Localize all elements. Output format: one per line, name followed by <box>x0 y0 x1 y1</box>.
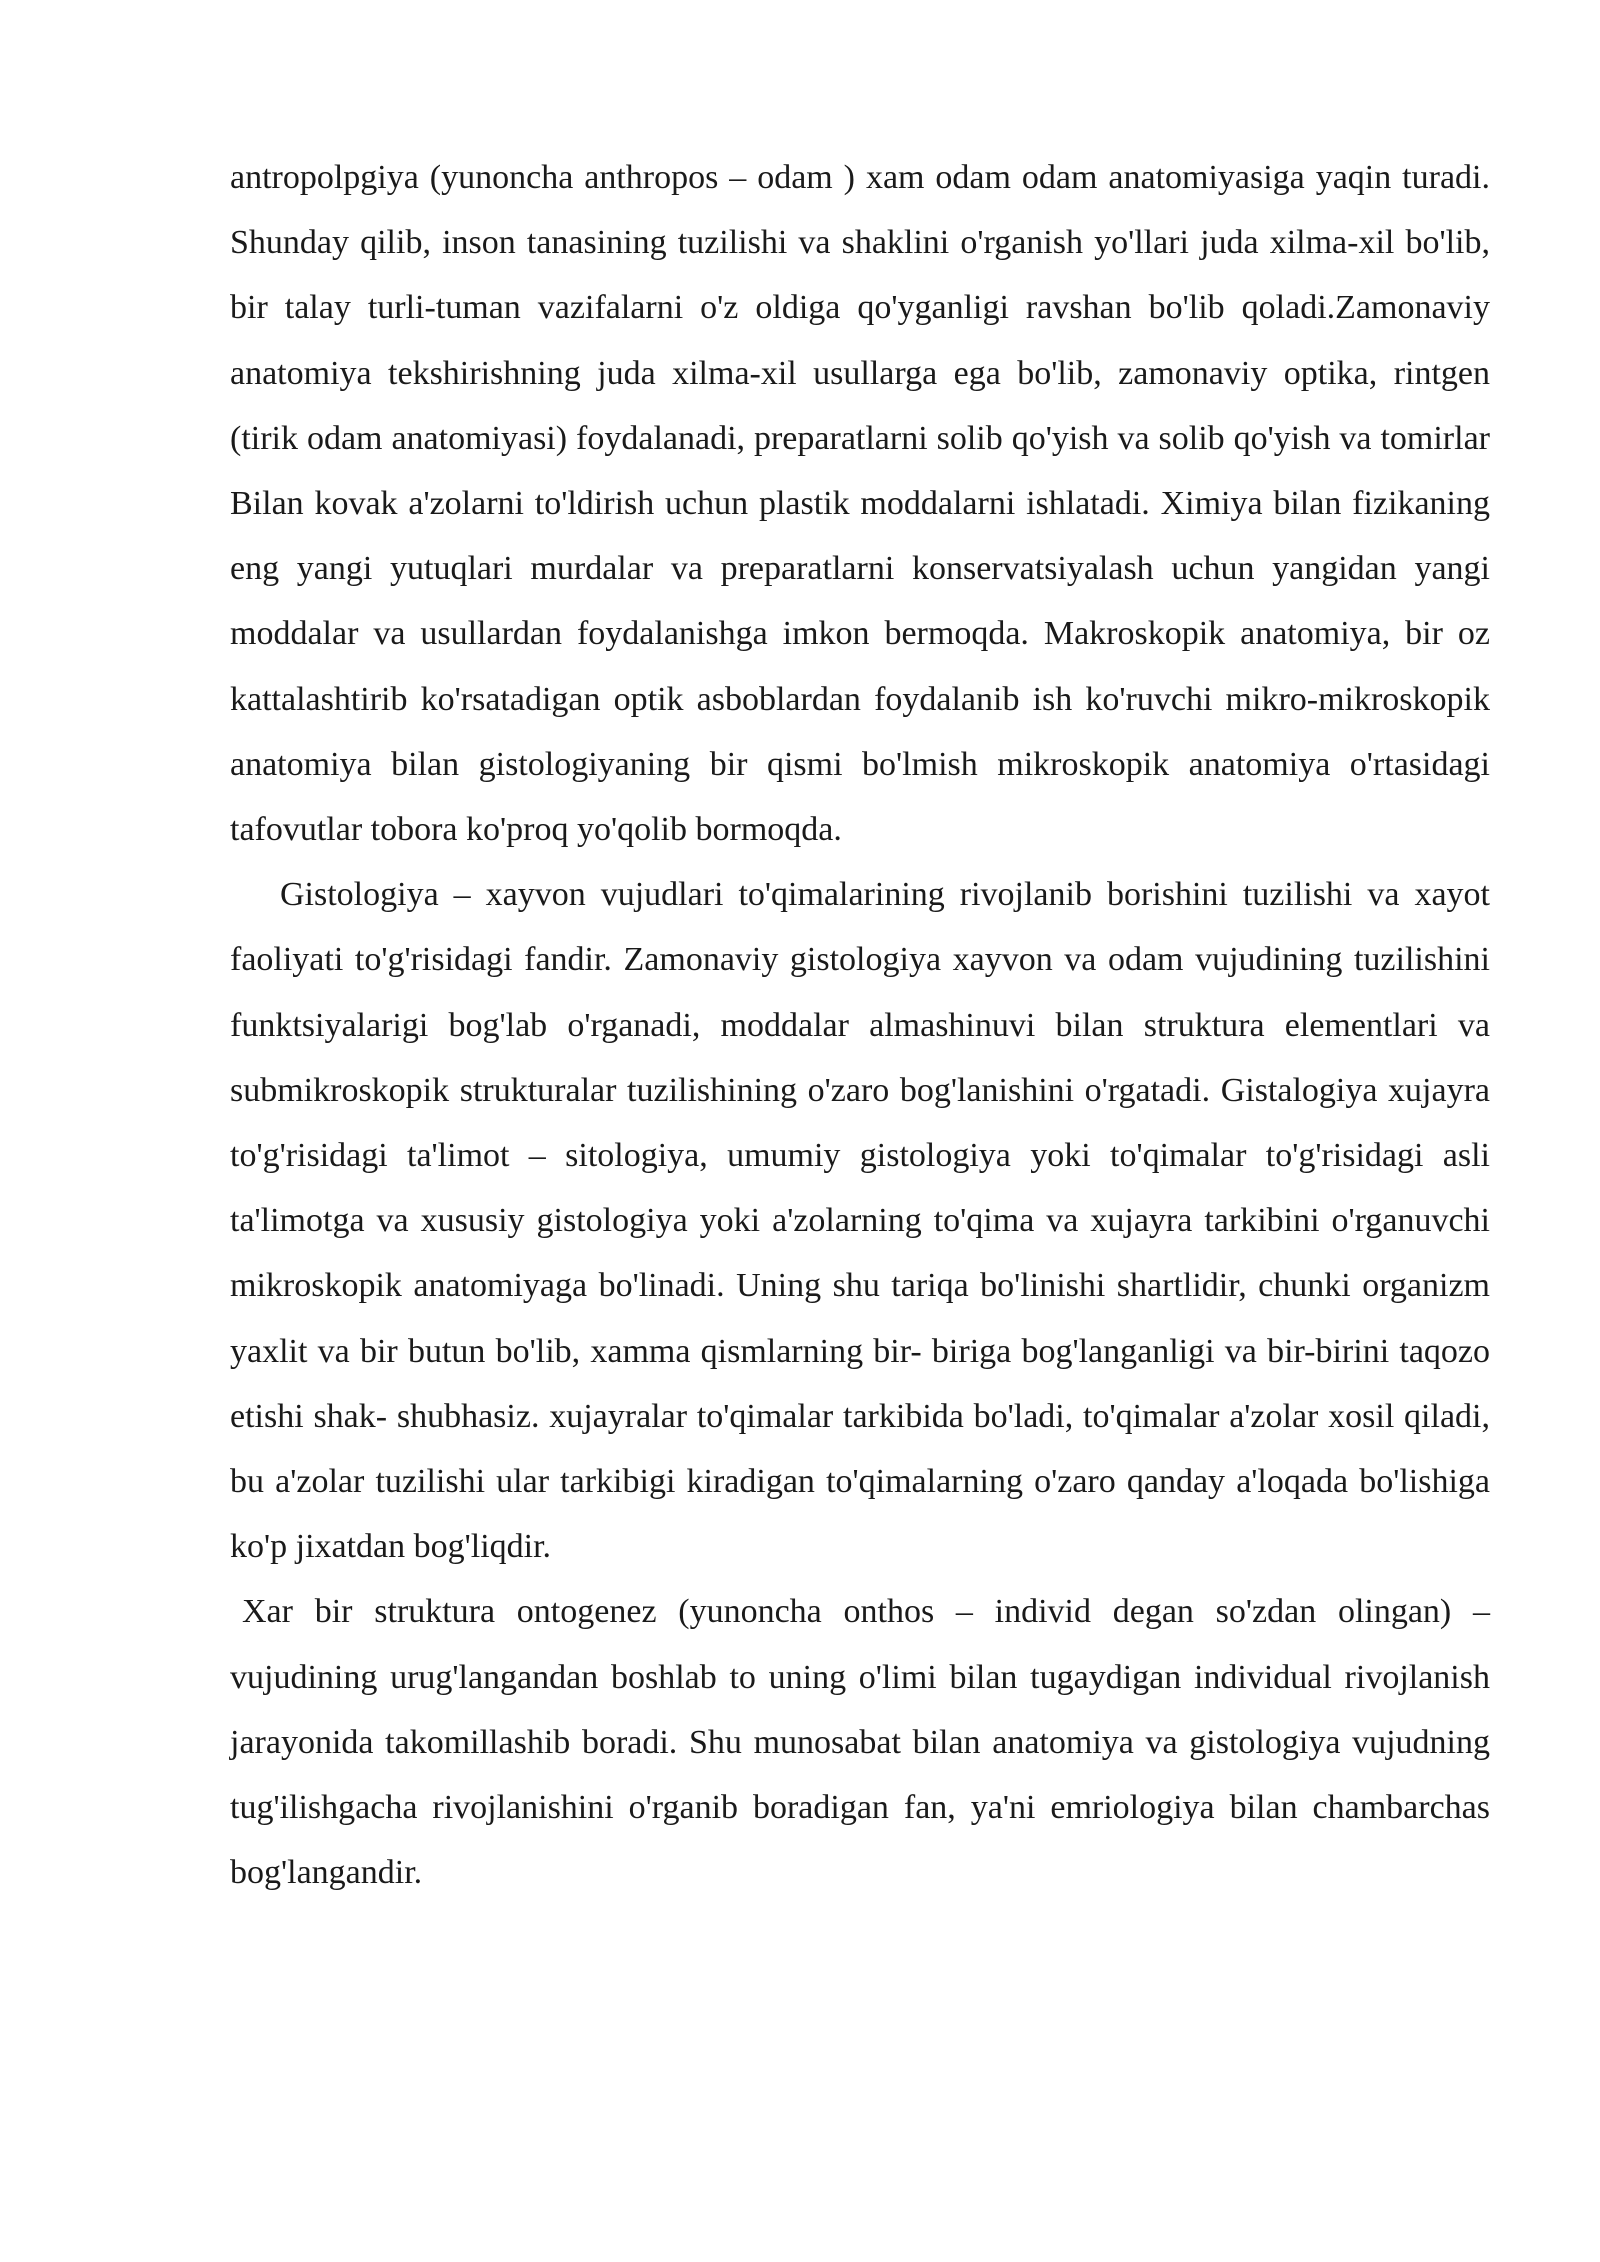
paragraph-histology: Gistologiya – xayvon vujudlari to'qimalarining rivojlanib borishini tuzilishi va xayot faoliyati to'g'risidagi fandir. Zamonaviy gistologiya xayvon va odam vujudining tuzilishini funktsiyalarigi bog'lab o'rganadi, moddalar almashinuvi bilan struktura elementlari va submikroskopik strukturalar tuzilishining o'zaro bog'lanishini o'rgatadi. Gistalogiya xujayra to'g'risidagi ta'limot – sitologiya, umumiy gistologiya yoki to'qimalar to'g'risidagi asli ta'limotga va xususiy gistologiya yoki a'zolarning to'qima va xujayra tarkibini o'rganuvchi mikroskopik anatomiyaga bo'linadi. Uning shu tariqa bo'linishi shartlidir, chunki organizm yaxlit va bir butun bo'lib, xamma qismlarning bir- biriga bog'langanligi va bir-birini taqozo etishi shak- shubhasiz. xujayralar to'qimalar tarkibida bo'ladi, to'qimalar a'zolar xosil qiladi, bu a'zolar tuzilishi ular tarkibigi kiradigan to'qimalarning o'zaro qanday a'loqada bo'lishiga ko'p jixatdan bog'liqdir. <box>230 876 1490 1566</box>
paragraph-ontogenesis: Xar bir struktura ontogenez (yunoncha onthos – individ degan so'zdan olingan) – vujudining urug'langandan boshlab to uning o'limi bilan tugaydigan individual rivojlanish jarayonida takomillashib boradi. Shu munosabat bilan anatomiya va gistologiya vujudning tug'ilishgacha rivojlanishini o'rganib boradigan fan, ya'ni emriologiya bilan chambarchas bog'langandir. <box>230 1593 1490 1892</box>
paragraph-anatomy-methods: antropolpgiya (yunoncha anthropos – odam ) xam odam odam anatomiyasiga yaqin turadi. Shunday qilib, inson tanasining tuzilishi va shaklini o'rganish yo'llari juda xilma-xil bo'lib, bir talay turli-tuman vazifalarni o'z oldiga qo'yganligi ravshan bo'lib qoladi.Zamonaviy anatomiya tekshirishning juda xilma-xil usullarga ega bo'lib, zamonaviy optika, rintgen (tirik odam anatomiyasi) foydalanadi, preparatlarni solib qo'yish va solib qo'yish va tomirlar Bilan kovak a'zolarni to'ldirish uchun plastik moddalarni ishlatadi. Ximiya bilan fizikaning eng yangi yutuqlari murdalar va preparatlarni konservatsiyalash uchun yangidan yangi moddalar va usullardan foydalanishga imkon bermoqda. Makroskopik anatomiya, bir oz kattalashtirib ko'rsatadigan optik asboblardan foydalanib ish ko'ruvchi mikro-mikroskopik anatomiya bilan gistologiyaning bir qismi bo'lmish mikroskopik anatomiya o'rtasidagi tafovutlar tobora ko'proq yo'qolib bormoqda. <box>230 159 1490 849</box>
document-body <box>230 145 1490 1905</box>
